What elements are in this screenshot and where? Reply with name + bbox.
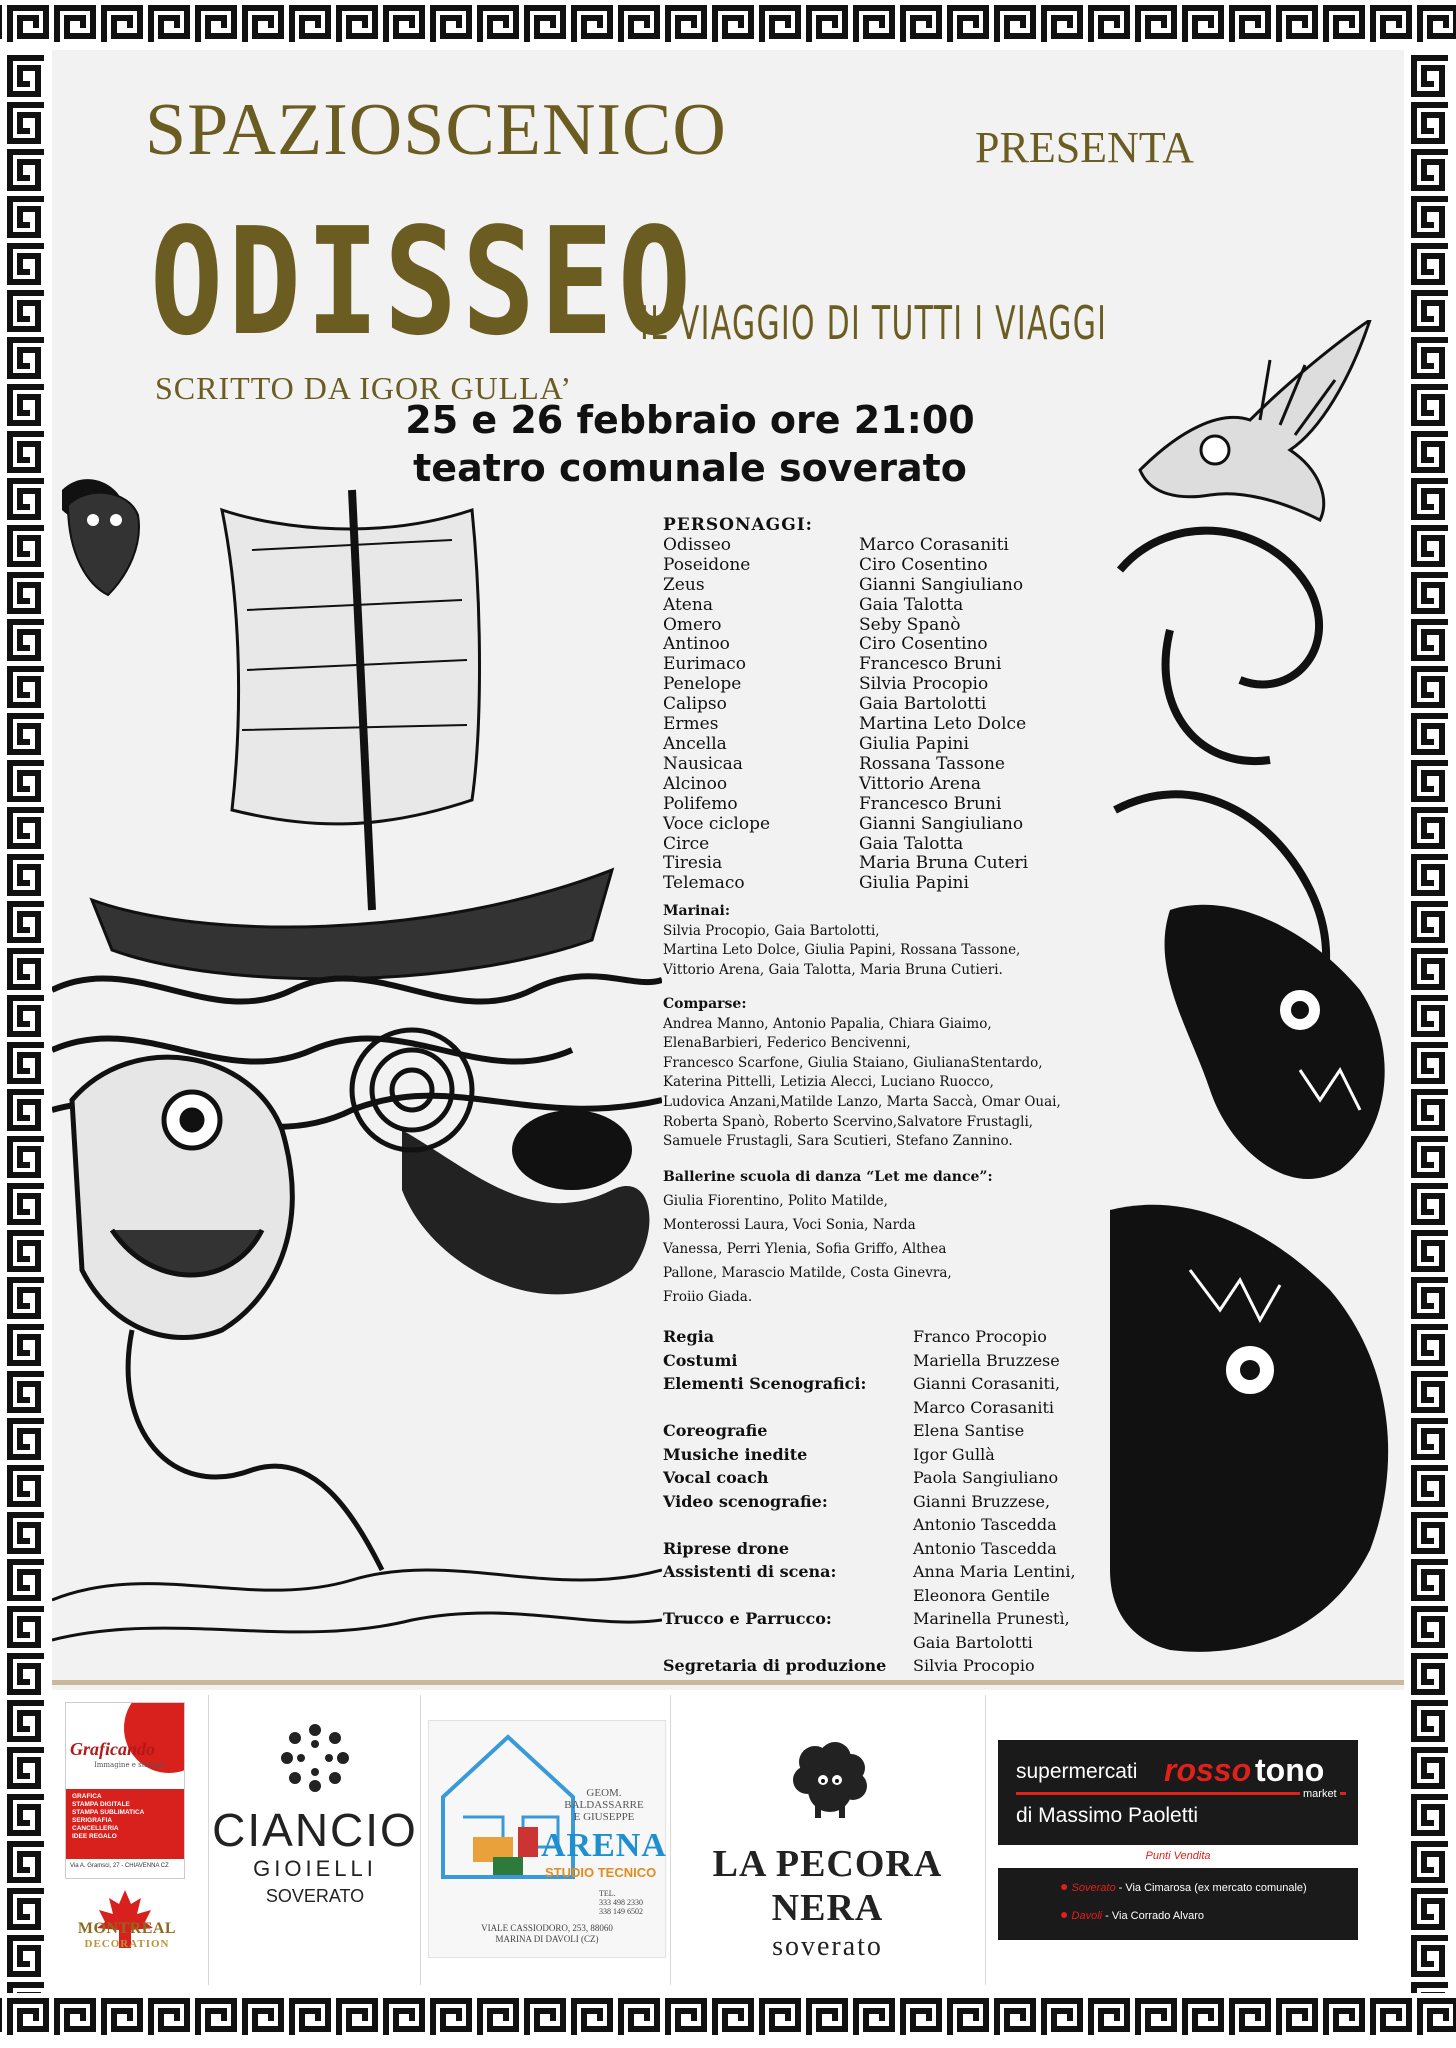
sea-monster-illustration	[1110, 510, 1404, 1680]
cast-row	[663, 854, 1103, 874]
cast-actor: Seby Spanò	[859, 614, 961, 635]
cast-role: Voce ciclope	[663, 813, 771, 834]
extras-line: Roberta Spanò, Roberto Scervino,Salvatore Frustagli,	[663, 1113, 1034, 1130]
sponsor-divider	[420, 1695, 421, 1985]
cast-row	[663, 815, 1103, 835]
service-item: SERIGRAFIA	[72, 1817, 113, 1824]
crew-person: Mariella Bruzzese	[913, 1350, 1060, 1370]
extras-line: Andrea Manno, Antonio Papalia, Chiara Giaimo,	[663, 1015, 992, 1032]
cast-actor: Silvia Procopio	[859, 674, 989, 695]
cast-row	[663, 775, 1103, 795]
service-item: GRAFICA	[72, 1793, 102, 1800]
crew-row	[663, 1654, 1103, 1678]
pecora-name: LA PECORA NERA	[712, 1843, 943, 1929]
cast-actor: Giulia Papini	[859, 873, 969, 894]
ciancio-city: SOVERATO	[265, 1886, 365, 1906]
crew-person: Paola Sangiuliano	[913, 1468, 1059, 1487]
crew-role: Costumi	[663, 1350, 738, 1370]
crew-row	[663, 1607, 1103, 1631]
graficando-tagline: Immagine e stampa	[94, 1761, 165, 1769]
arena-studio-logo	[428, 1720, 666, 1958]
rossotono-market: market	[1300, 1788, 1340, 1800]
crew-person: Marco Corasaniti	[913, 1397, 1055, 1417]
greek-key-border-left	[0, 50, 52, 1993]
cast-row	[663, 616, 1103, 636]
crew-person: Marinella Prunestì,	[913, 1609, 1070, 1628]
cast-role: Atena	[663, 594, 713, 615]
crew-row	[663, 1396, 1103, 1420]
pecora-nera-logo	[670, 1842, 985, 1964]
arena-tel: 333 498 2330	[599, 1898, 643, 1907]
crew-person: Antonio Tascedda	[913, 1538, 1057, 1558]
cast-row	[663, 655, 1103, 675]
extras-block	[663, 995, 1103, 1152]
cast-row	[663, 635, 1103, 655]
cast-role: Omero	[663, 614, 722, 635]
crew-role: Trucco e Parrucco:	[663, 1609, 832, 1628]
location-address: - Via Corrado Alvaro	[1102, 1910, 1205, 1922]
greek-key-border-bottom	[0, 1993, 1456, 2048]
service-item: CANCELLERIA	[72, 1825, 119, 1832]
graficando-logo	[65, 1702, 185, 1879]
crew-person: Gianni Bruzzese,	[913, 1491, 1051, 1511]
cast-row	[663, 835, 1103, 855]
ciancio-sub: GIOIELLI	[253, 1856, 377, 1881]
ciancio-emblem-icon	[275, 1718, 355, 1798]
arena-owner-line: BALDASSARRE	[564, 1799, 644, 1811]
sponsor-divider	[985, 1695, 986, 1985]
cast-actor: Vittorio Arena	[859, 773, 982, 794]
cast-list	[663, 516, 1103, 894]
cast-role: Telemaco	[663, 873, 745, 894]
dancers-line: Pallone, Marascio Matilde, Costa Ginevra,	[663, 1265, 952, 1281]
crew-row	[663, 1419, 1103, 1443]
sailors-line: Martina Leto Dolce, Giulia Papini, Rossana Tassone,	[663, 942, 1021, 959]
crew-person: Igor Gullà	[913, 1444, 995, 1464]
crew-row	[663, 1443, 1103, 1467]
harpy-illustration	[1120, 320, 1380, 530]
cast-row	[663, 536, 1103, 556]
service-item: STAMPA SUBLIMATICA	[72, 1809, 145, 1816]
cast-role: Nausicaa	[663, 753, 743, 774]
crew-role: Segretaria di produzione	[663, 1656, 887, 1675]
rossotono-brand-red: rosso	[1164, 1752, 1252, 1788]
cast-role: Poseidone	[663, 554, 751, 575]
cast-role: Penelope	[663, 674, 742, 695]
dancers-line: Giulia Fiorentino, Polito Matilde,	[663, 1193, 888, 1209]
sailors-block	[663, 902, 1103, 980]
rossotono-owner: di Massimo Paoletti	[1016, 1804, 1199, 1827]
cast-row	[663, 556, 1103, 576]
sailors-line: Silvia Procopio, Gaia Bartolotti,	[663, 922, 880, 939]
show-title: ODISSEO	[150, 196, 696, 368]
crew-row	[663, 1466, 1103, 1490]
crew-person: Elena Santise	[913, 1421, 1025, 1440]
show-venue: teatro comunale soverato	[413, 446, 967, 490]
rossotono-logo	[998, 1740, 1358, 1940]
cast-role: Circe	[663, 833, 710, 854]
extras-line: Francesco Scarfone, Giulia Staiano, GiulianaStentardo,	[663, 1054, 1043, 1071]
crew-row	[663, 1325, 1103, 1349]
crew-role	[663, 1631, 913, 1655]
extras-heading: Comparse:	[663, 996, 747, 1012]
crew-row	[663, 1372, 1103, 1396]
extras-line: ElenaBarbieri, Federico Bencivenni,	[663, 1035, 911, 1052]
rossotono-prefix: supermercati	[1016, 1760, 1138, 1783]
dancers-line: Vanessa, Perri Ylenia, Sofia Griffo, Althea	[663, 1241, 947, 1257]
cast-row	[663, 755, 1103, 775]
rossotono-punti: Punti Vendita	[1145, 1850, 1211, 1862]
crew-person: Gianni Corasaniti,	[913, 1374, 1061, 1393]
graficando-name: Graficando	[70, 1739, 155, 1759]
cast-actor: Martina Leto Dolce	[859, 714, 1027, 735]
brand-name: SPAZIOSCENICO	[145, 89, 727, 171]
crew-row	[663, 1349, 1103, 1373]
montreal-decoration-logo	[62, 1920, 192, 1950]
ciancio-logo	[210, 1805, 420, 1909]
cast-role: Alcinoo	[663, 773, 728, 794]
cast-row	[663, 576, 1103, 596]
cast-role: Tiresia	[663, 853, 723, 874]
dancers-line: Monterossi Laura, Voci Sonia, Narda	[663, 1217, 916, 1233]
crew-role: Assistenti di scena:	[663, 1562, 837, 1581]
dancers-heading: Ballerine scuola di danza “Let me dance”:	[663, 1169, 993, 1185]
sponsor-divider	[208, 1695, 209, 1985]
cast-role: Zeus	[663, 574, 705, 595]
crew-row	[663, 1537, 1103, 1561]
cast-row	[663, 715, 1103, 735]
crew-role	[663, 1513, 913, 1537]
cast-actor: Gaia Bartolotti	[859, 694, 987, 715]
crew-person: Antonio Tascedda	[913, 1515, 1057, 1534]
location-pin-icon: ●	[1060, 1906, 1069, 1922]
rossotono-location	[1060, 1878, 1307, 1894]
arena-owner-line: E GIUSEPPE	[573, 1811, 635, 1823]
cast-row	[663, 735, 1103, 755]
graficando-address: Via A. Gramsci, 27 - CHIAVENNA CZ	[70, 1863, 169, 1869]
service-item: IDEE REGALO	[72, 1833, 117, 1840]
montreal-line2: DECORATION	[84, 1938, 170, 1950]
dancers-block	[663, 1165, 1103, 1309]
crew-role: Vocal coach	[663, 1468, 769, 1487]
graficando-services	[66, 1789, 184, 1859]
location-city: Soverato	[1071, 1882, 1116, 1894]
sheep-icon	[785, 1740, 875, 1820]
cast-row	[663, 795, 1103, 815]
extras-line: Katerina Pittelli, Letizia Alecci, Luciano Ruocco,	[663, 1074, 994, 1091]
crew-row	[663, 1584, 1103, 1608]
cast-actor: Gianni Sangiuliano	[859, 813, 1024, 834]
crew-role	[663, 1396, 913, 1420]
pecora-city: soverato	[772, 1931, 883, 1962]
cast-actor: Gaia Talotta	[859, 594, 964, 615]
divider-line	[52, 1680, 1404, 1685]
cast-actor: Gianni Sangiuliano	[859, 574, 1024, 595]
extras-line: Samuele Frustagli, Sara Scutieri, Stefano Zannino.	[663, 1133, 1013, 1150]
crew-row	[663, 1490, 1103, 1514]
cast-actor: Gaia Talotta	[859, 833, 964, 854]
owl-illustration	[58, 485, 148, 605]
crew-role: Musiche inedite	[663, 1444, 808, 1464]
cast-actor: Giulia Papini	[859, 733, 969, 754]
cast-heading: PERSONAGGI:	[663, 515, 813, 535]
arena-owner-line: GEOM.	[586, 1787, 622, 1799]
crew-role	[663, 1584, 913, 1608]
cyclops-figure	[72, 1057, 382, 1570]
cast-role: Eurimaco	[663, 654, 746, 675]
crew-credits	[663, 1325, 1103, 1678]
arena-tel: 338 149 6502	[599, 1907, 643, 1916]
cast-row	[663, 874, 1103, 894]
cast-role: Odisseo	[663, 534, 731, 555]
presents-label: PRESENTA	[975, 123, 1194, 172]
ciancio-name: CIANCIO	[212, 1804, 418, 1856]
dancers-line: Froiio Giada.	[663, 1289, 753, 1305]
location-city: Davoli	[1071, 1910, 1103, 1922]
greek-key-border-top	[0, 0, 1456, 50]
rossotono-location	[1060, 1906, 1204, 1922]
crew-person: Gaia Bartolotti	[913, 1632, 1033, 1652]
arena-tel-label: TEL.	[599, 1889, 616, 1898]
cast-role: Antinoo	[663, 634, 730, 655]
author-credit: SCRITTO DA IGOR GULLA’	[155, 370, 572, 406]
arena-address: MARINA DI DAVOLI (CZ)	[495, 1934, 599, 1944]
cast-actor: Maria Bruna Cuteri	[859, 853, 1029, 874]
show-subtitle: IL VIAGGIO DI TUTTI I VIAGGI	[640, 296, 1108, 350]
crew-role: Regia	[663, 1327, 715, 1346]
crew-person: Anna Maria Lentini,	[913, 1562, 1076, 1581]
extras-line: Ludovica Anzani,Matilde Lanzo, Marta Saccà, Omar Ouai,	[663, 1093, 1061, 1110]
location-pin-icon: ●	[1060, 1878, 1069, 1894]
crew-person: Franco Procopio	[913, 1327, 1047, 1346]
cast-row	[663, 675, 1103, 695]
crew-row	[663, 1560, 1103, 1584]
crew-role: Riprese drone	[663, 1538, 790, 1558]
cast-role: Ermes	[663, 714, 719, 735]
sailors-heading: Marinai:	[663, 903, 730, 919]
crew-person: Eleonora Gentile	[913, 1585, 1050, 1605]
arena-name: ARENA	[541, 1827, 667, 1864]
crew-row	[663, 1631, 1103, 1655]
cast-role: Calipso	[663, 694, 727, 715]
crew-role: Elementi Scenografici:	[663, 1374, 867, 1393]
cast-role: Ancella	[663, 733, 727, 754]
arena-address: VIALE CASSIODORO, 253, 88060	[481, 1923, 613, 1933]
show-date: 25 e 26 febbraio ore 21:00	[405, 398, 975, 442]
cast-row	[663, 596, 1103, 616]
rossotono-brand-white: tono	[1255, 1752, 1325, 1788]
ship-and-sea-illustration	[52, 470, 662, 1680]
crew-person: Silvia Procopio	[913, 1656, 1035, 1675]
sailors-line: Vittorio Arena, Gaia Talotta, Maria Bruna Cutieri.	[663, 961, 1003, 978]
montreal-line1: MONTREAL	[77, 1920, 177, 1937]
greek-key-border-right	[1404, 50, 1456, 1993]
crew-role: Coreografie	[663, 1421, 768, 1440]
cast-actor: Francesco Bruni	[859, 793, 1002, 814]
cast-actor: Ciro Cosentino	[859, 634, 988, 655]
cast-actor: Ciro Cosentino	[859, 554, 988, 575]
cast-role: Polifemo	[663, 793, 738, 814]
arena-sub: STUDIO TECNICO	[545, 1865, 657, 1880]
cast-actor: Marco Corasaniti	[859, 534, 1009, 555]
cast-actor: Rossana Tassone	[859, 753, 1005, 774]
cast-row	[663, 695, 1103, 715]
cast-actor: Francesco Bruni	[859, 654, 1002, 675]
crew-role: Video scenografie:	[663, 1491, 828, 1511]
crew-row	[663, 1513, 1103, 1537]
service-item: STAMPA DIGITALE	[72, 1801, 130, 1808]
location-address: - Via Cimarosa (ex mercato comunale)	[1115, 1882, 1307, 1894]
